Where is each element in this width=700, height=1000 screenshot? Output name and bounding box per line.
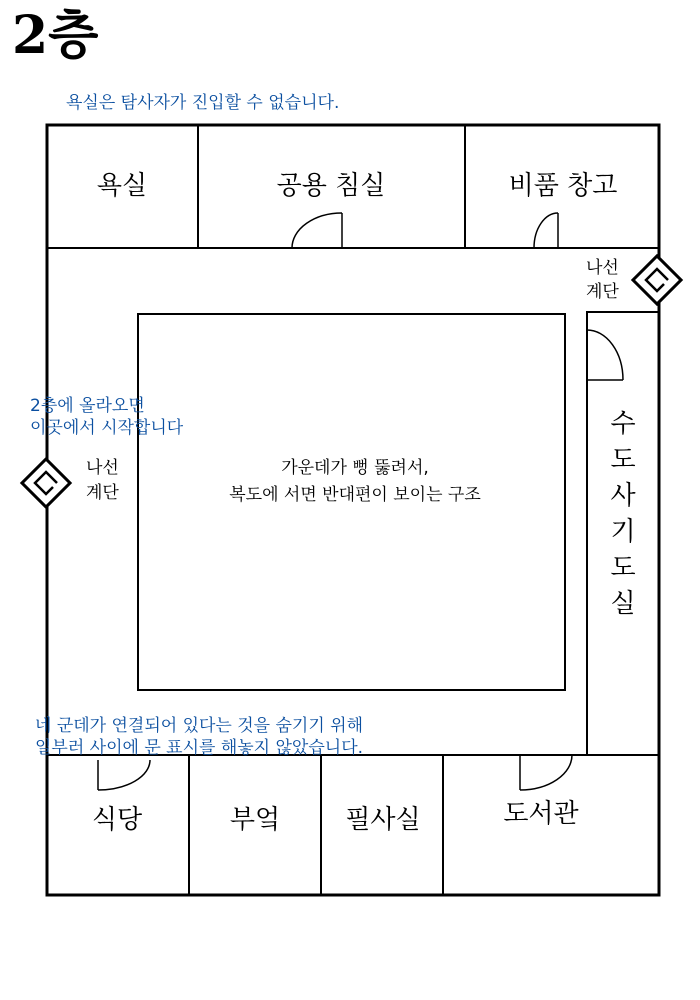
room-storage: 비품 창고: [508, 171, 618, 201]
start-note-line-1: 2층에 올라오면: [30, 396, 145, 416]
stairs-left-label-2: 계단: [86, 483, 119, 503]
stairs-left-label-1: 나선: [86, 458, 119, 478]
room-library: 도서관: [503, 799, 579, 829]
door-library: [520, 755, 572, 790]
start-note-line-2: 이곳에서 시작합니다: [30, 418, 184, 439]
hidden-connection-note: [35, 715, 363, 759]
room-bathroom: 욕실: [96, 171, 148, 201]
room-shared-bedroom: 공용 침실: [276, 171, 386, 201]
hidden-note-line-1: 네 군데가 연결되어 있다는 것을 숨기기 위해: [35, 716, 364, 736]
stairs-right-label-2: 계단: [586, 282, 619, 302]
start-note: [30, 395, 183, 439]
room-monk-char-4: 기: [610, 517, 636, 547]
bathroom-note: 욕실은 탐사자가 진입할 수 없습니다.: [66, 93, 340, 113]
door-cafeteria: [98, 760, 150, 790]
door-storage: [534, 213, 558, 248]
room-monk-char-2: 도: [610, 445, 636, 475]
spiral-staircase-right: [633, 256, 681, 304]
room-monk-char-1: 수: [610, 409, 636, 439]
room-monk-char-3: 사: [610, 481, 636, 511]
door-monk-room: [587, 330, 623, 380]
atrium-text-2: 복도에 서면 반대편이 보이는 구조: [229, 485, 481, 505]
atrium-text-1: 가운데가 뻥 뚫려서,: [281, 458, 429, 478]
room-kitchen: 부엌: [229, 805, 281, 835]
hidden-note-line-2: 일부러 사이에 문 표시를 해놓지 않았습니다.: [35, 738, 364, 759]
door-shared-bedroom: [292, 213, 342, 248]
room-monk-char-6: 실: [610, 589, 636, 619]
room-scriptorium: 필사실: [345, 805, 421, 835]
spiral-staircase-left: [22, 459, 70, 507]
room-cafeteria: 식당: [91, 805, 143, 835]
room-monk-char-5: 도: [610, 553, 636, 583]
stairs-right-label-1: 나선: [586, 258, 619, 278]
floor-title: 2층: [12, 5, 99, 66]
